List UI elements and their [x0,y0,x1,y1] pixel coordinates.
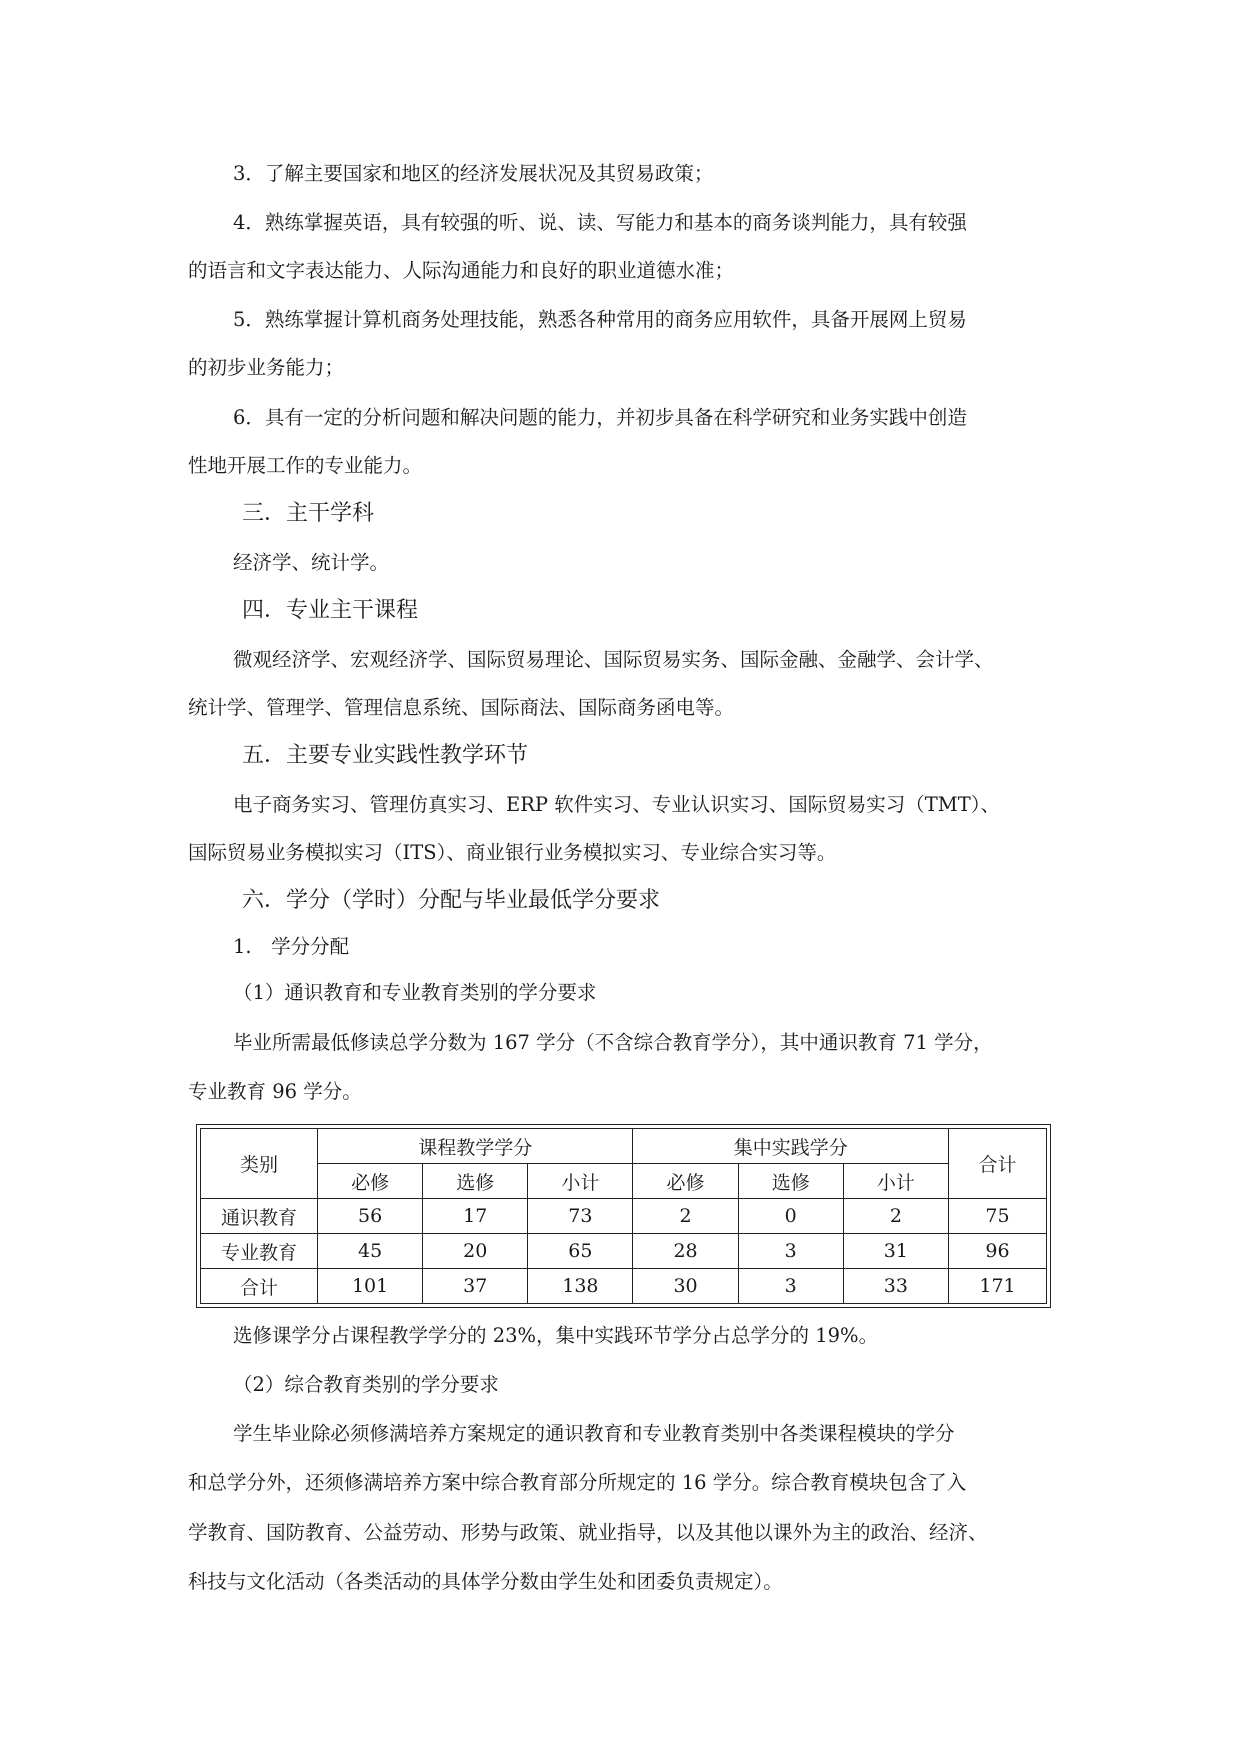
requirement-5-line2: 的初步业务能力； [188,356,345,379]
table-cell: 0 [738,1199,843,1234]
subheader-subtotal: 小计 [843,1164,948,1199]
requirement-3: 3．了解主要国家和地区的经济发展状况及其贸易政策； [233,162,714,185]
table-cell: 2 [843,1199,948,1234]
table-cell: 75 [949,1199,1047,1234]
credit-requirement-line2: 专业教育 96 学分。 [188,1080,362,1103]
requirement-4-line2: 的语言和文字表达能力、人际沟通能力和良好的职业道德水准； [188,259,735,282]
table-cell: 30 [633,1269,738,1304]
elective-ratio-note: 选修课学分占课程教学学分的 23%，集中实践环节学分占总学分的 19%。 [233,1324,879,1347]
subsection-general-professional: （1）通识教育和专业教育类别的学分要求 [233,981,597,1004]
table-cell: 3 [738,1269,843,1304]
section-5-heading: 五．主要专业实践性教学环节 [242,743,529,768]
row-label: 专业教育 [201,1234,318,1269]
comprehensive-para-line2: 和总学分外，还须修满培养方案中综合教育部分所规定的 16 学分。综合教育模块包含了入 [188,1471,967,1494]
row-label: 合计 [201,1269,318,1304]
table-cell: 3 [738,1234,843,1269]
header-category: 类别 [201,1129,318,1199]
subsection-comprehensive: （2）综合教育类别的学分要求 [233,1373,499,1396]
credit-requirement-line1: 毕业所需最低修读总学分数为 167 学分（不含综合教育学分），其中通识教育 71 学分， [233,1031,993,1054]
table-row [201,1269,1047,1304]
section-6-heading: 六．学分（学时）分配与毕业最低学分要求 [242,888,661,913]
requirement-4-line1: 4．熟练掌握英语，具有较强的听、说、读、写能力和基本的商务谈判能力，具有较强 [233,211,967,234]
requirement-6-line2: 性地开展工作的专业能力。 [188,454,423,477]
header-total: 合计 [949,1129,1047,1199]
table-cell: 37 [423,1269,528,1304]
subheader-subtotal: 小计 [528,1164,633,1199]
table-cell: 101 [318,1269,423,1304]
table-cell: 138 [528,1269,633,1304]
section-4-body-line2: 统计学、管理学、管理信息系统、国际商法、国际商务函电等。 [188,696,735,719]
table-cell: 171 [949,1269,1047,1304]
table-cell: 28 [633,1234,738,1269]
requirement-6-line1: 6．具有一定的分析问题和解决问题的能力，并初步具备在科学研究和业务实践中创造 [233,406,967,429]
section-5-body-line1: 电子商务实习、管理仿真实习、ERP 软件实习、专业认识实习、国际贸易实习（TMT）、 [233,793,1000,816]
comprehensive-para-line4: 科技与文化活动（各类活动的具体学分数由学生处和团委负责规定）。 [188,1570,783,1593]
header-course-credits: 课程教学学分 [318,1129,633,1164]
section-4-body-line1: 微观经济学、宏观经济学、国际贸易理论、国际贸易实务、国际金融、金融学、会计学、 [233,648,994,671]
table-cell: 17 [423,1199,528,1234]
table-cell: 96 [949,1234,1047,1269]
subsection-credit-allocation: 1. 学分分配 [233,935,350,958]
section-4-heading: 四．专业主干课程 [242,598,419,623]
section-5-body-line2: 国际贸易业务模拟实习（ITS）、商业银行业务模拟实习、专业综合实习等。 [188,841,837,864]
subheader-elective: 选修 [423,1164,528,1199]
table-header-row [201,1129,1047,1164]
requirement-5-line1: 5．熟练掌握计算机商务处理技能，熟悉各种常用的商务应用软件，具备开展网上贸易 [233,308,967,331]
table-cell: 2 [633,1199,738,1234]
row-label: 通识教育 [201,1199,318,1234]
table-cell: 73 [528,1199,633,1234]
table-cell: 56 [318,1199,423,1234]
table-cell: 31 [843,1234,948,1269]
table-row [201,1199,1047,1234]
credit-table-frame [196,1124,1051,1308]
table-cell: 33 [843,1269,948,1304]
comprehensive-para-line3: 学教育、国防教育、公益劳动、形势与政策、就业指导，以及其他以课外为主的政治、经济、 [188,1521,988,1544]
table-cell: 65 [528,1234,633,1269]
subheader-required: 必修 [318,1164,423,1199]
credit-table [200,1128,1047,1304]
table-cell: 45 [318,1234,423,1269]
section-3-heading: 三．主干学科 [242,501,375,526]
section-3-body: 经济学、统计学。 [233,551,390,574]
table-row [201,1234,1047,1269]
table-cell: 20 [423,1234,528,1269]
subheader-elective: 选修 [738,1164,843,1199]
subheader-required: 必修 [633,1164,738,1199]
comprehensive-para-line1: 学生毕业除必须修满培养方案规定的通识教育和专业教育类别中各类课程模块的学分 [233,1422,955,1445]
table-subheader-row [201,1164,1047,1199]
header-practice-credits: 集中实践学分 [633,1129,949,1164]
